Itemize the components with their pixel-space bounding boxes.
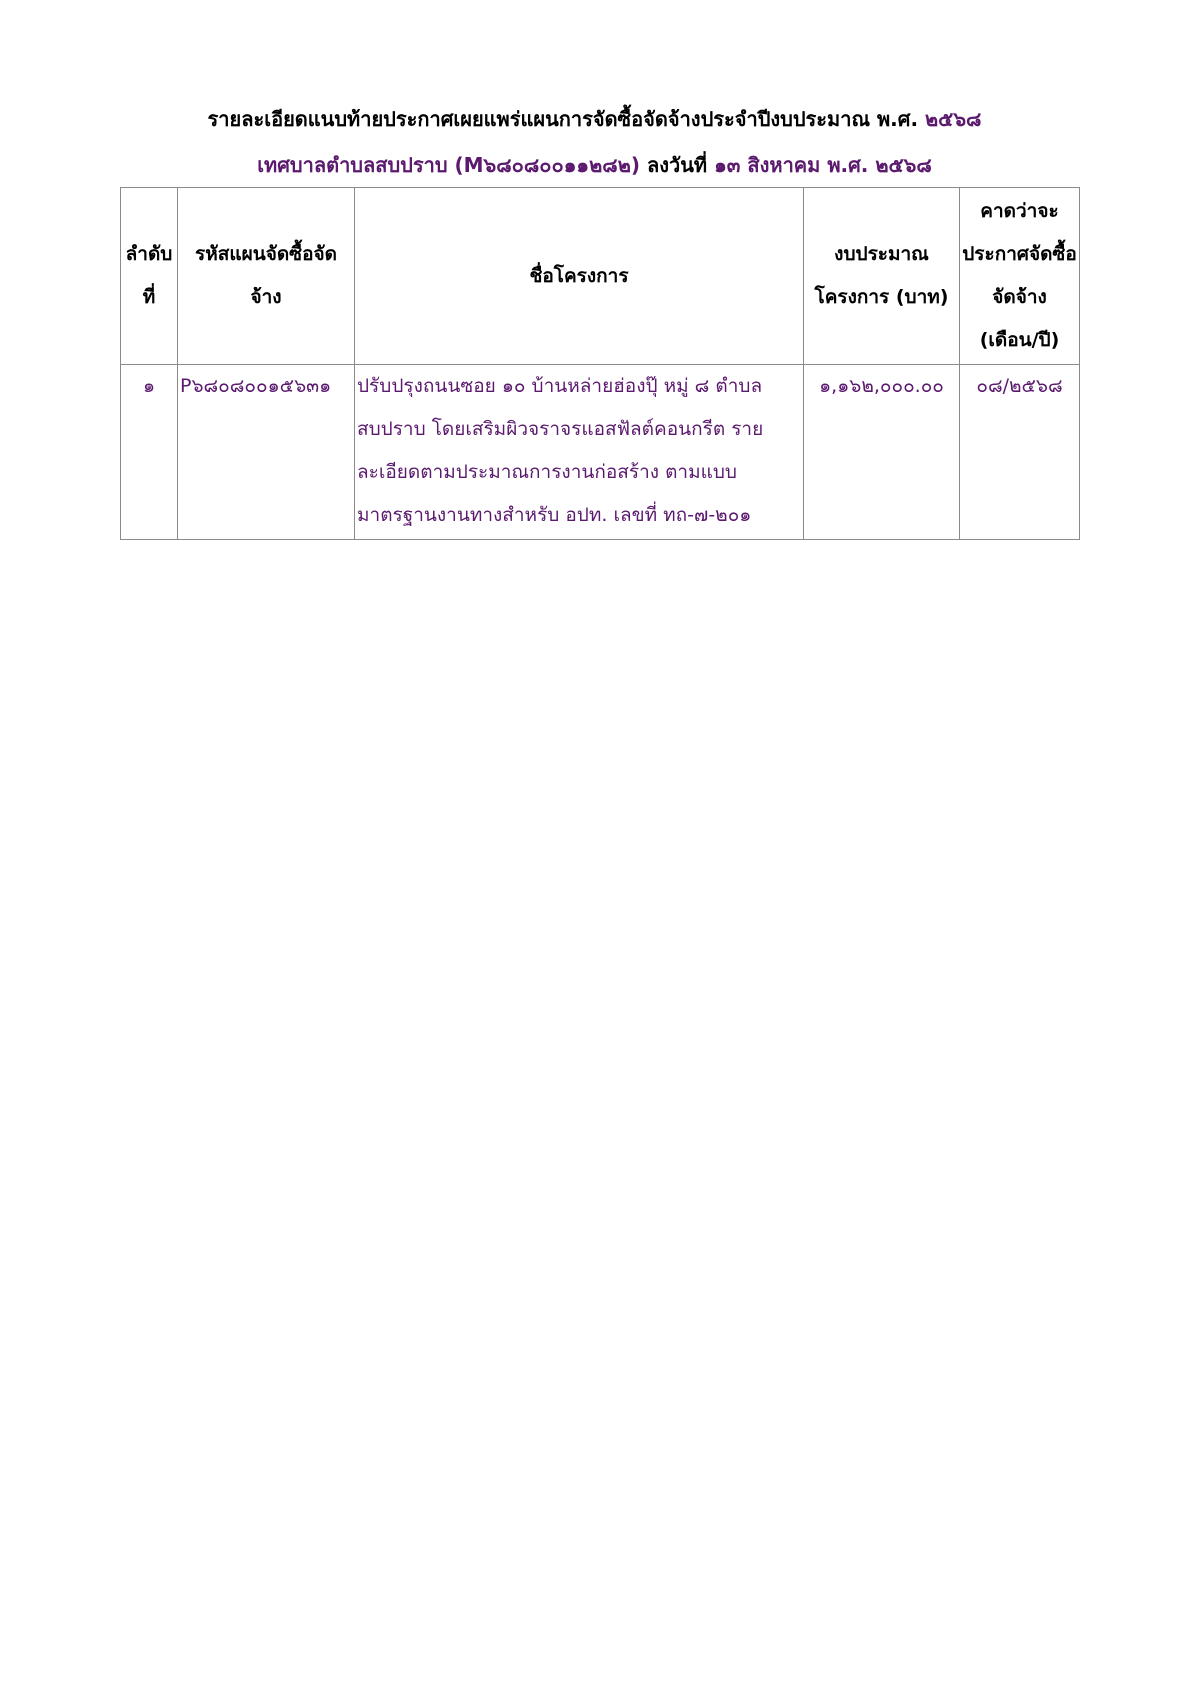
- table-header-row: [121, 188, 1080, 365]
- cell-budget: ๑,๑๖๒,๐๐๐.๐๐: [804, 365, 960, 540]
- date-label: ลงวันที่: [640, 153, 715, 177]
- column-header-budget: งบประมาณโครงการ (บาท): [804, 188, 960, 365]
- organization-name: เทศบาลตำบลสบปราบ (M๖๘๐๘๐๐๑๑๒๘๒): [257, 153, 641, 177]
- table-row: [121, 365, 1080, 540]
- cell-announce-date: ๐๘/๒๕๖๘: [960, 365, 1080, 540]
- cell-no: ๑: [121, 365, 178, 540]
- title-text: รายละเอียดแนบท้ายประกาศเผยแพร่แผนการจัดซื้อจัดจ้างประจำปีงบประมาณ พ.ศ.: [207, 107, 925, 131]
- document-title: [0, 101, 1189, 137]
- column-header-code: รหัสแผนจัดซื้อจัดจ้าง: [178, 188, 355, 365]
- document-subtitle: [0, 147, 1189, 183]
- title-year: ๒๕๖๘: [925, 107, 982, 131]
- procurement-plan-table: [120, 187, 1080, 540]
- column-header-announce-date: คาดว่าจะประกาศจัดซื้อจัดจ้าง (เดือน/ปี): [960, 188, 1080, 365]
- column-header-project-name: ชื่อโครงการ: [355, 188, 804, 365]
- announcement-date: ๑๓ สิงหาคม พ.ศ. ๒๕๖๘: [714, 153, 932, 177]
- cell-plan-code: P๖๘๐๘๐๐๑๕๖๓๑: [178, 365, 355, 540]
- column-header-no: ลำดับที่: [121, 188, 178, 365]
- cell-project-name: ปรับปรุงถนนซอย ๑๐ บ้านหล่ายฮ่องปุ๊ หมู่ ๘ ตำบลสบปราบ โดยเสริมผิวจราจรแอสฟัลต์คอนกรีต รายละเอียดตามประมาณการงานก่อสร้าง ตามแบบมาตรฐานงานทางสำหรับ อปท. เลขที่ ทถ-๗-๒๐๑: [355, 365, 804, 540]
